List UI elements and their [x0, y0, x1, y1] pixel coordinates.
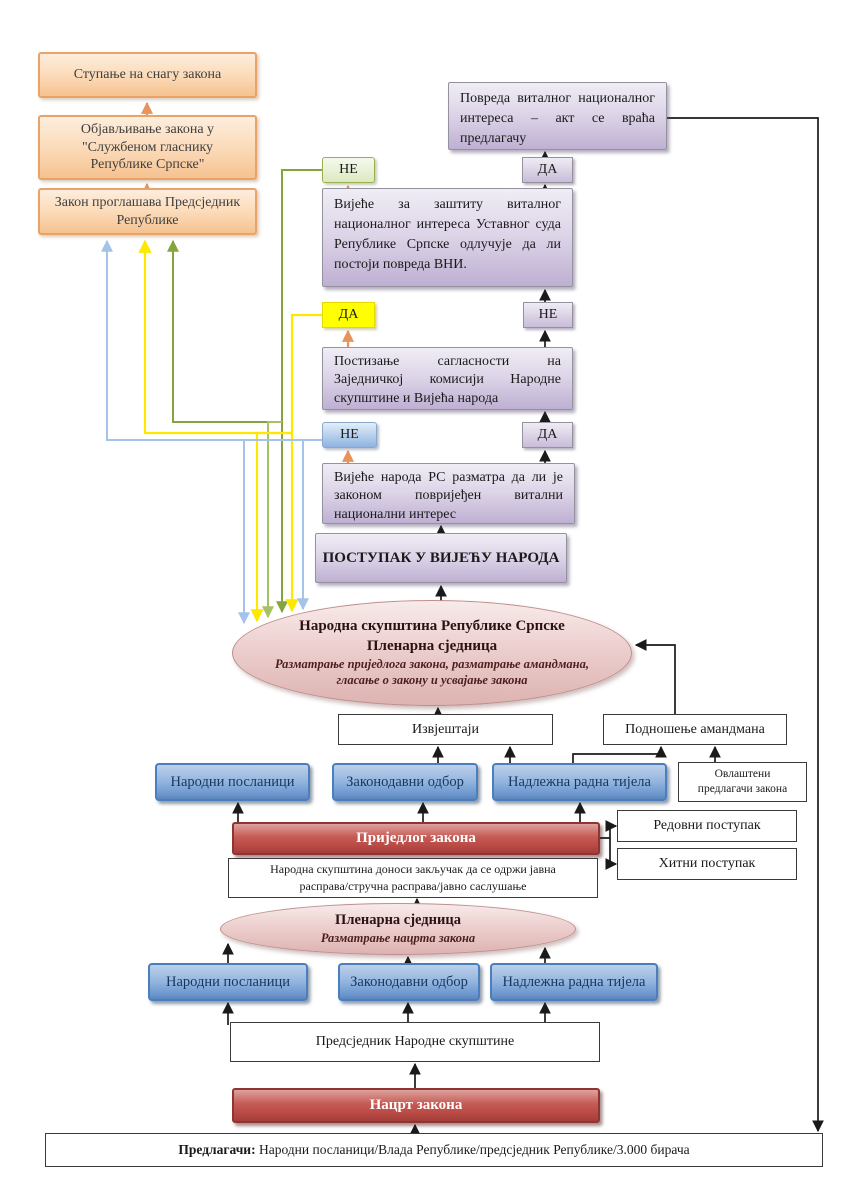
proposers-bar-text — [178, 1142, 689, 1159]
proposers-bar — [45, 1133, 823, 1167]
badge-yes-commission: ДА — [322, 302, 375, 328]
proclamation-box: Закон проглашава Предсједник Републике — [38, 188, 257, 235]
amendments-box: Подношење амандмана — [603, 714, 787, 745]
entry-into-force-box: Ступање на снагу закона — [38, 52, 257, 98]
reports-box: Извјештаји — [338, 714, 553, 745]
draft-law-box: Нацрт закона — [232, 1088, 600, 1123]
arrow-amendments-to-plenary — [636, 645, 675, 714]
line-green-branch2-to-plenary — [268, 422, 282, 617]
badge-no-council: НЕ — [322, 422, 377, 448]
violation-return-box: Повреда виталног националног интереса – акт се враћа предлагачу — [448, 82, 667, 150]
badge-yes-council: ДА — [522, 422, 573, 448]
plenary-main-title: Народна скупштина Републике Српске — [299, 618, 565, 635]
deputies-box-upper: Народни посланици — [155, 763, 310, 801]
legislative-committee-box-lower: Законодавни одбор — [338, 963, 480, 1001]
plenary-session-draft-ellipse — [220, 903, 576, 955]
peoples-council-review-box: Вијеће народа РС разматра да ли је законом повријеђен витални национални интерес — [322, 463, 575, 524]
plenary-draft-title: Пленарна сједница — [335, 912, 461, 929]
proposers-bar-value: Народни посланици/Влада Републике/предсједник Републике/3.000 бирача — [255, 1141, 690, 1157]
publication-box: Објављивање закона у "Службеном гласнику Републике Српске" — [38, 115, 257, 180]
assembly-president-box: Предсједник Народне скупштине — [230, 1022, 600, 1062]
arrow-violation-return-to-proposers — [667, 118, 818, 1131]
arrow-proposal-to-regular — [600, 826, 616, 838]
badge-no-commission: НЕ — [523, 302, 573, 328]
working-bodies-box-upper: Надлежна радна тијела — [492, 763, 667, 801]
proposers-bar-label: Предлагачи: — [178, 1141, 256, 1157]
urgent-procedure-box: Хитни поступак — [617, 848, 797, 880]
line-yellow-yes-to-proclamation — [145, 241, 322, 433]
plenary-main-subtitle: Пленарна сједница — [366, 637, 498, 654]
plenary-draft-description: Разматрање нацрта закона — [320, 931, 476, 946]
deputies-box-lower: Народни посланици — [148, 963, 308, 1001]
arrow-proposal-to-urgent — [610, 838, 616, 864]
law-proposal-box: Приједлог закона — [232, 822, 600, 855]
plenary-session-main-ellipse — [232, 600, 632, 706]
public-debate-box: Народна скупштина доноси закључак да се одржи јавна расправа/стручна расправа/јавно саслушање — [228, 858, 598, 898]
badge-yes-violation: ДА — [522, 157, 573, 183]
working-bodies-box-lower: Надлежна радна тијела — [490, 963, 658, 1001]
line-yellow-branch2-to-plenary — [257, 433, 292, 621]
line-blue-no-to-proclamation — [107, 241, 322, 440]
authorized-proposers-box: Овлаштени предлагачи закона — [678, 762, 807, 802]
plenary-main-description: Разматрање приједлога закона, разматрање амандмана, гласање о закону и усвајање закона — [274, 657, 589, 687]
legislative-committee-box-upper: Законодавни одбор — [332, 763, 478, 801]
joint-commission-box: Постизање сагласности на Заједничкој комисији Народне скупштине и Вијећа народа — [322, 347, 573, 410]
badge-no-court: НЕ — [322, 157, 375, 183]
court-council-box: Вијеће за заштиту виталног националног интереса Уставног суда Републике Српске одлучује да ли постоји повреда ВНИ. — [322, 188, 573, 287]
council-procedure-heading-box: ПОСТУПАК У ВИЈЕЋУ НАРОДА — [315, 533, 567, 583]
regular-procedure-box: Редовни поступак — [617, 810, 797, 842]
